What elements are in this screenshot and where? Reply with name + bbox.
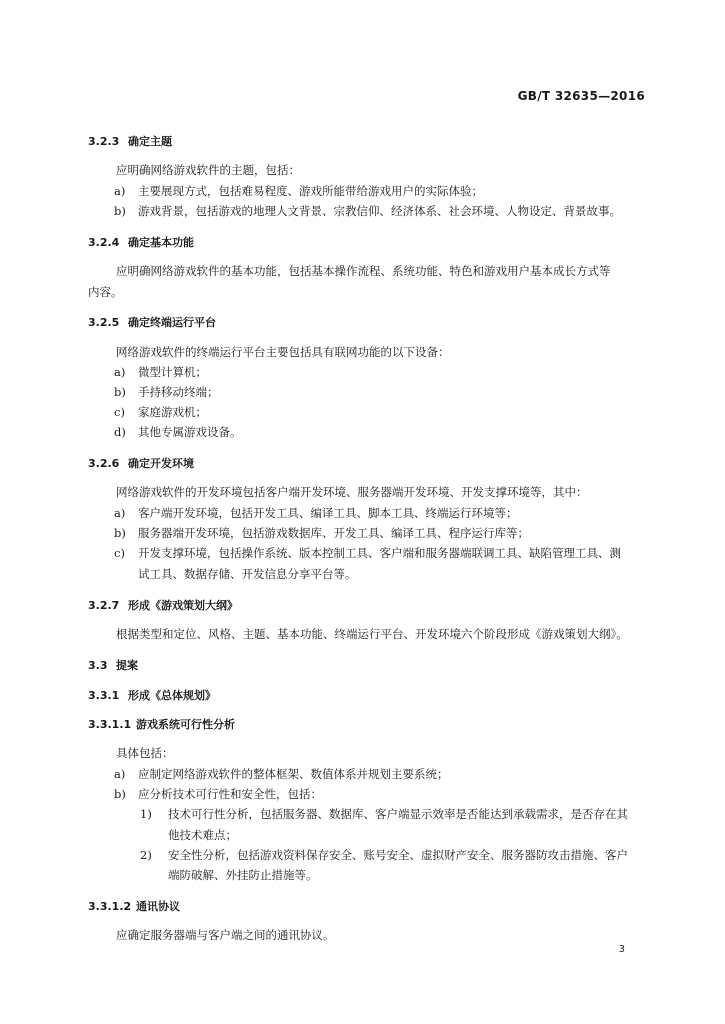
list-item — [114, 183, 483, 199]
section-title: 确定基本功能 — [128, 236, 194, 249]
list-text: 游戏背景，包括游戏的地理人文背景、宗教信仰、经济体系、社会环境、人物设定、背景故事。 — [138, 204, 621, 218]
paragraph: 根据类型和定位、风格、主题、基本功能、终端运行平台、开发环境六个阶段形成《游戏策划大纲》。 — [116, 627, 628, 641]
list-text: 家庭游戏机； — [138, 405, 207, 419]
list-text: 其他专属游戏设备。 — [138, 425, 242, 439]
paragraph: 应明确网络游戏软件的主题，包括： — [116, 163, 300, 177]
list-marker: a) — [114, 767, 126, 781]
section-title: 通讯协议 — [136, 900, 180, 913]
paragraph: 网络游戏软件的开发环境包括客户端开发环境、服务器端开发环境、开发支撑环境等，其中： — [116, 485, 588, 499]
list-item — [114, 786, 322, 802]
list-marker: b) — [114, 526, 126, 540]
list-text: 应制定网络游戏软件的整体框架、数值体系并规划主要系统； — [138, 767, 449, 781]
list-item — [114, 203, 621, 219]
list-item — [114, 525, 529, 541]
list-marker: d) — [114, 425, 126, 439]
section-title: 提案 — [116, 659, 138, 672]
section-heading-3-3-1-1 — [88, 716, 235, 732]
section-number: 3.2.5 — [88, 316, 120, 329]
section-title: 形成《游戏策划大纲》 — [128, 599, 238, 612]
section-number: 3.3.1 — [88, 689, 120, 702]
section-number: 3.3.1.1 — [88, 718, 132, 731]
sub-list-item — [140, 847, 628, 863]
section-number: 3.2.7 — [88, 599, 120, 612]
paragraph: 应确定服务器端与客户端之间的通讯协议。 — [116, 928, 335, 942]
list-marker: b) — [114, 204, 126, 218]
paragraph-continuation: 内容。 — [88, 285, 123, 299]
section-title: 形成《总体规划》 — [128, 689, 216, 702]
section-heading-3-2-3 — [88, 133, 172, 149]
section-number: 3.2.4 — [88, 236, 120, 249]
section-heading-3-2-4 — [88, 234, 194, 250]
list-marker: 1) — [140, 807, 152, 821]
list-text: 应分析技术可行性和安全性，包括： — [138, 787, 322, 801]
section-title: 确定主题 — [128, 135, 172, 148]
paragraph: 应明确网络游戏软件的基本功能，包括基本操作流程、系统功能、特色和游戏用户基本成长方式等 — [116, 264, 611, 278]
sub-list-item-continuation: 端防破解、外挂防止措施等。 — [168, 868, 318, 882]
list-marker: a) — [114, 365, 126, 379]
list-item — [114, 766, 449, 782]
list-text: 开发支撑环境，包括操作系统、版本控制工具、客户端和服务器端联调工具、缺陷管理工具、测 — [138, 546, 621, 560]
sub-list-item — [140, 806, 628, 822]
list-item — [114, 404, 207, 420]
list-item-continuation: 试工具、数据存储、开发信息分享平台等。 — [138, 567, 357, 581]
list-item — [114, 384, 219, 400]
list-text: 微型计算机； — [138, 365, 207, 379]
section-heading-3-3 — [88, 657, 138, 673]
section-title: 确定开发环境 — [128, 457, 194, 470]
list-marker: c) — [114, 546, 125, 560]
list-marker: a) — [114, 184, 126, 198]
section-title: 确定终端运行平台 — [128, 316, 216, 329]
list-text: 服务器端开发环境，包括游戏数据库、开发工具、编译工具、程序运行库等； — [138, 526, 529, 540]
list-text: 手持移动终端； — [138, 385, 219, 399]
section-heading-3-2-6 — [88, 455, 194, 471]
section-number: 3.2.6 — [88, 457, 120, 470]
list-item — [114, 364, 207, 380]
list-marker: 2) — [140, 848, 152, 862]
section-number: 3.3 — [88, 659, 108, 672]
list-item — [114, 505, 518, 521]
list-text: 安全性分析，包括游戏资料保存安全、账号安全、虚拟财产安全、服务器防攻击措施、客户 — [168, 848, 628, 862]
list-item — [114, 424, 242, 440]
paragraph: 网络游戏软件的终端运行平台主要包括具有联网功能的以下设备： — [116, 345, 450, 359]
list-item — [114, 545, 621, 561]
list-text: 主要展现方式，包括难易程度、游戏所能带给游戏用户的实际体验； — [138, 184, 483, 198]
list-marker: b) — [114, 385, 126, 399]
standard-code: GB/T 32635—2016 — [517, 89, 645, 103]
section-heading-3-3-1-2 — [88, 898, 180, 914]
section-number: 3.2.3 — [88, 135, 120, 148]
sub-list-item-continuation: 他技术难点； — [168, 828, 237, 842]
section-title: 游戏系统可行性分析 — [136, 718, 235, 731]
section-heading-3-2-5 — [88, 314, 216, 330]
list-marker: c) — [114, 405, 125, 419]
list-marker: b) — [114, 787, 126, 801]
paragraph: 具体包括： — [116, 746, 174, 760]
section-number: 3.3.1.2 — [88, 900, 132, 913]
section-heading-3-3-1 — [88, 687, 216, 703]
list-marker: a) — [114, 506, 126, 520]
section-heading-3-2-7 — [88, 597, 238, 613]
list-text: 技术可行性分析，包括服务器、数据库、客户端显示效率是否能达到承载需求，是否存在其 — [168, 807, 628, 821]
list-text: 客户端开发环境，包括开发工具、编译工具、脚本工具、终端运行环境等； — [138, 506, 518, 520]
page-number: 3 — [618, 944, 625, 955]
